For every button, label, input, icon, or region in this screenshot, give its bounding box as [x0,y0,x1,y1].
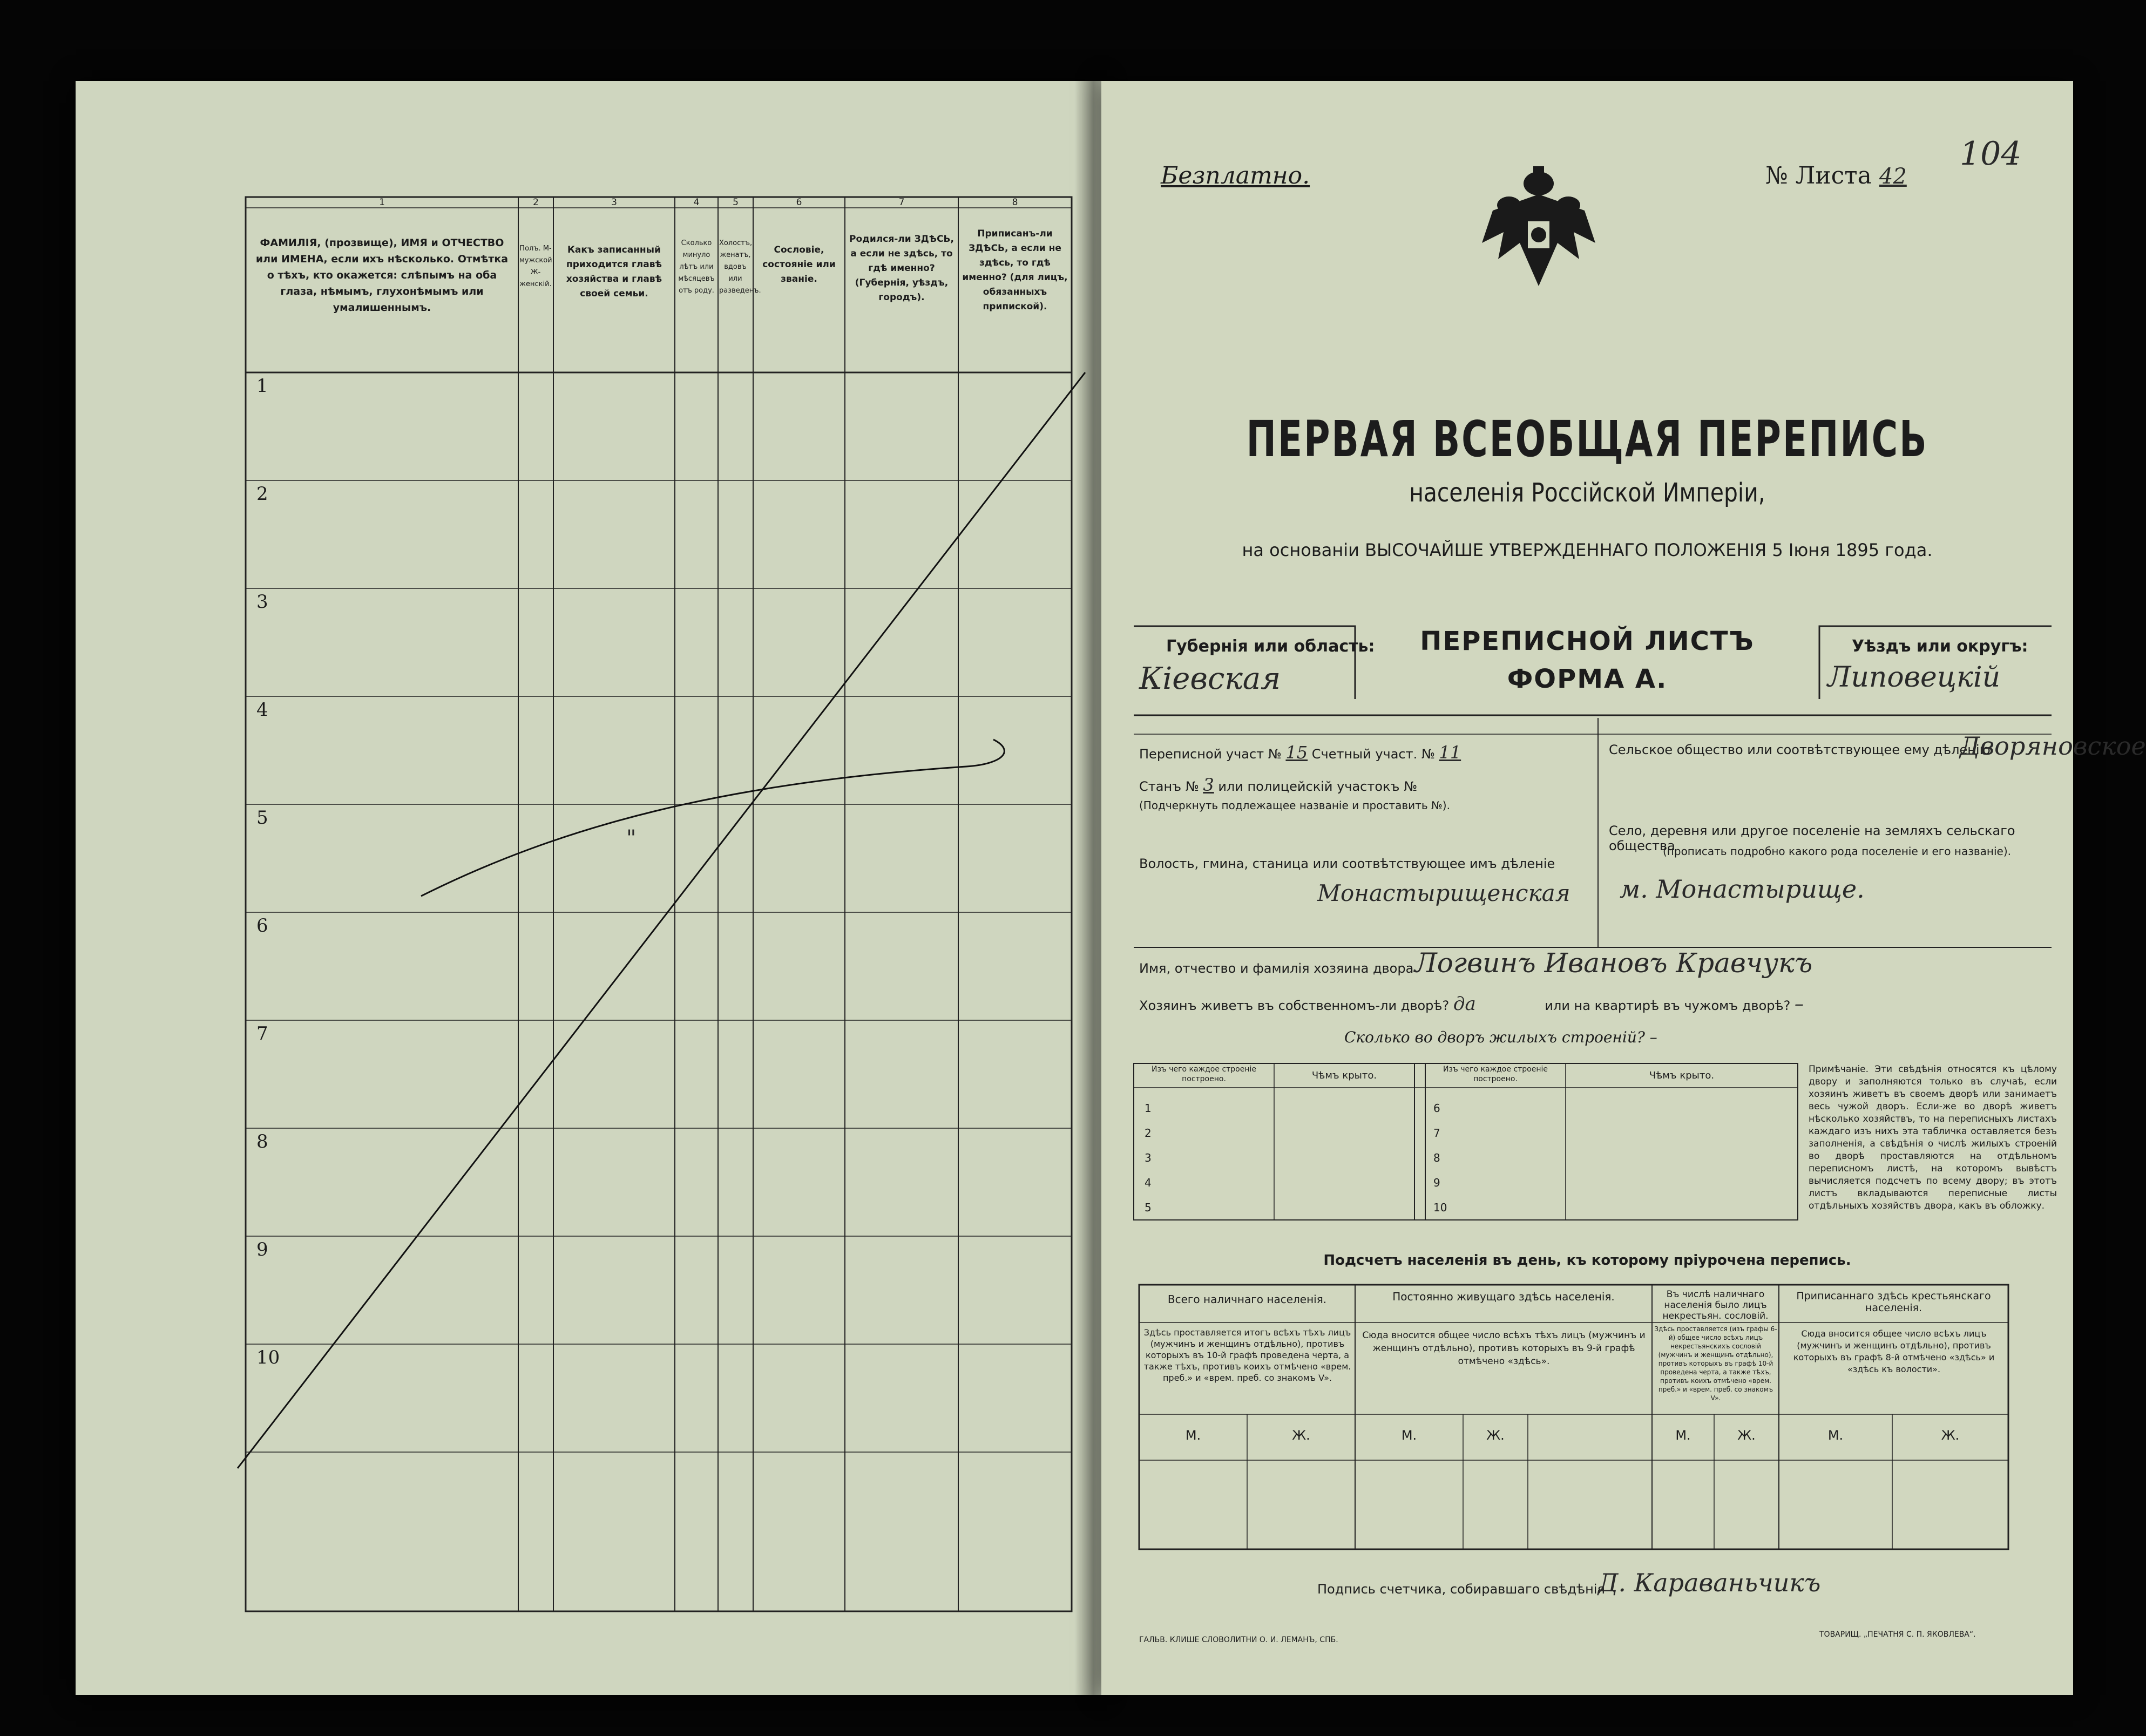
column-header-relation: Какъ записанный приходится главѣ хозяйства и главѣ своей семьи. [566,245,662,299]
row-number: 8 [256,1131,268,1152]
count-description: Здѣсь проставляется итогъ всѣхъ тѣхъ лицъ (мужчинъ и женщинъ отдѣльно), противъ которыхъ въ 10-й графѣ проведена черта, а также тѣхъ, противъ коихъ отмѣчено «врем. преб.» и «врем. преб. со знакомъ V». [1143,1327,1351,1383]
owner-value: Логвинъ Ивановъ Кравчукъ [1414,947,1813,979]
lives-own-value: да [1453,993,1476,1015]
district-label: Уѣздъ или округъ: [1852,637,2028,656]
column-header-age: Сколько минуло лѣтъ или мѣсяцевъ отъ роду. [678,239,715,295]
count-section-label: Счетный участ. № [1311,747,1435,762]
free-label: Безплатно. [1161,162,1310,189]
bld-row-number: 3 [1145,1151,1152,1164]
count-m-label: М. [1185,1428,1201,1443]
count-zh-label: Ж. [1941,1428,1960,1443]
column-header-registered: Приписанъ-ли ЗДѢСЬ, а если не здѣсь, то гдѣ именно? (для лицъ, обязанныхъ припиской). [962,228,1068,312]
sheet-title: ПЕРЕПИСНОЙ ЛИСТЪ [1420,626,1755,656]
bld-col2-header: Чѣмъ крыто. [1311,1070,1377,1081]
column-number: 8 [1012,197,1018,208]
society-value: Дворяновское [1960,731,2146,761]
right-page [1101,81,2146,1695]
census-section-field [1139,742,1461,763]
row-number: 6 [256,915,268,937]
bld-row-number: 5 [1145,1201,1152,1214]
lives-rent-value: – [1794,993,1804,1015]
count-m-label: М. [1675,1428,1691,1443]
column-number: 1 [379,197,385,208]
row-number: 7 [256,1023,268,1045]
form-title: ФОРМА А. [1507,664,1668,694]
right-page-lines [1101,81,2073,1695]
page-title: ПЕРВАЯ ВСЕОБЩАЯ ПЕРЕПИСЬ [1246,410,1928,468]
row-number: 4 [256,699,268,721]
bld-rows-right [1433,1096,1447,1220]
census-section-value: 15 [1285,742,1308,763]
lives-own-field [1139,993,1804,1015]
sheet-number-label-text: № Листа [1765,162,1872,189]
count-header: Постоянно живущаго здѣсь населенія. [1392,1290,1615,1303]
column-header-marital: Холостъ, женатъ, вдовъ или разведенъ. [719,239,761,295]
column-header-birthplace: Родился-ли ЗДѢСЬ, а если не здѣсь, то гдѣ именно? (Губернія, уѣздъ, городъ). [849,234,954,303]
count-header: Приписаннаго здѣсь крестьянскаго населенія. [1796,1290,1991,1314]
buildings-value: – [1649,1028,1657,1046]
row-number: 1 [256,375,268,397]
bld-rows-left [1145,1096,1152,1220]
count-header: Въ числѣ наличнаго населенія было лицъ некрестьян. сословій. [1662,1289,1769,1321]
census-section-label: Переписной участ № [1139,747,1282,762]
left-table-grid [76,81,1101,1695]
province-value: Кіевская [1139,661,1281,696]
column-header-name: ФАМИЛІЯ, (прозвище), ИМЯ и ОТЧЕСТВО или ИМЕНА, если ихъ нѣсколько. Отмѣтка о тѣхъ, кто окажется: слѣпымъ на оба глаза, нѣмымъ, глухонѣмымъ или умалишеннымъ. [255,237,509,314]
printer-right: ТОВАРИЩ. „ПЕЧАТНЯ С. П. ЯКОВЛЕВА“. [1819,1630,1976,1639]
stan-label: Станъ № [1139,779,1199,794]
bld-row-number: 6 [1433,1102,1440,1115]
bld-row-number: 4 [1145,1176,1152,1189]
row-number: 9 [256,1239,268,1260]
column-header-estate: Сословіе, состояніе или званіе. [762,245,836,284]
village-label: Село, деревня или другое поселеніе на земляхъ сельскаго общества [1609,823,2015,853]
bld-row-number: 8 [1433,1151,1440,1164]
row-number: 2 [256,483,268,505]
sheet-stamp-number: 104 [1960,135,2022,173]
legal-basis: на основаніи ВЫСОЧАЙШЕ УТВЕРЖДЕННАГО ПОЛОЖЕНІЯ 5 Іюня 1895 года. [1242,540,1933,560]
count-header: Всего наличнаго населенія. [1167,1293,1327,1306]
column-number: 4 [693,197,700,208]
stan-field [1139,775,1417,795]
buildings-label: Сколько во дворъ жилыхъ строеній? [1344,1028,1645,1046]
note-text: Примѣчаніе. Эти свѣдѣнія относятся къ цѣлому двору и заполняются только въ случаѣ, если хозяинъ живетъ въ своемъ дворѣ или занимаетъ весь чужой дворъ. Если-же во дворѣ живетъ нѣсколько хозяйствъ, то на переписныхъ листахъ каждаго изъ нихъ эта табличка оставляется безъ заполненія, а свѣдѣнія о числѣ жилыхъ строеній во дворѣ проставляются на отдѣльномъ переписномъ листѣ, на которомъ вывѣстъ вычисляется подсчетъ по всему двору; въ этотъ листъ вкладываются переписные листы отдѣльныхъ хозяйствъ двора, какъ въ обложку. [1809,1064,2057,1211]
count-section-value: 11 [1439,742,1461,763]
police-label: или полицейскій участокъ № [1218,779,1418,794]
bld-col4-header: Чѣмъ крыто. [1649,1070,1715,1081]
province-label: Губернія или область: [1166,637,1375,656]
row-number: 10 [256,1347,280,1368]
bld-row-number: 2 [1145,1127,1152,1140]
bld-row-number: 7 [1433,1127,1440,1140]
count-description: Здѣсь проставляется (изъ графы 6-й) общее число всѣхъ лицъ некрестьянскихъ сословій (мужчинъ и женщинъ отдѣльно), противъ которыхъ въ графѣ 10-й проведена черта, а также тѣхъ, противъ коихъ отмѣчено «врем. преб.» и «врем. преб. со знакомъ V». [1654,1325,1777,1402]
village-value: м. Монастырище. [1620,874,1865,904]
lives-rent-label: или на квартирѣ въ чужомъ дворѣ? [1545,998,1791,1013]
column-number: 2 [533,197,539,208]
stan-value: 3 [1203,775,1214,795]
bld-row-number: 1 [1145,1102,1152,1115]
owner-label: Имя, отчество и фамилія хозяина двора [1139,961,1414,976]
printer-left: ГАЛЬВ. КЛИШЕ СЛОВОЛИТНИ О. И. ЛЕМАНЪ, СПБ. [1139,1636,1338,1644]
column-number: 5 [733,197,739,208]
count-description: Сюда вносится общее число всѣхъ лицъ (мужчинъ и женщинъ отдѣльно), противъ которыхъ въ графѣ 8-й отмѣчено «здѣсь» и «здѣсь къ волости». [1793,1328,1995,1374]
bld-row-number: 10 [1433,1201,1447,1214]
row-number: 5 [256,807,268,829]
district-value: Липовецкій [1827,661,2001,694]
bld-row-number: 9 [1433,1176,1440,1189]
left-page [76,81,1101,1695]
bld-col3-header: Изъ чего каждое строеніе построено. [1443,1065,1548,1083]
column-header-sex: Полъ. М-мужской. Ж-женскій. [519,245,554,288]
ditto-mark: " [626,826,637,851]
village-note: (прописать подробно какого рода поселеніе и его названіе). [1663,845,2011,858]
count-zh-label: Ж. [1486,1428,1505,1443]
column-number: 6 [796,197,802,208]
bld-col1-header: Изъ чего каждое строеніе построено. [1151,1065,1257,1083]
row-number: 3 [256,591,268,613]
buildings-field [1344,1028,1657,1046]
count-zh-label: Ж. [1737,1428,1756,1443]
count-zh-label: Ж. [1292,1428,1310,1443]
column-number: 7 [898,197,905,208]
count-m-label: М. [1401,1428,1417,1443]
count-description: Сюда вносится общее число всѣхъ тѣхъ лицъ (мужчинъ и женщинъ отдѣльно), противъ которыхъ въ 9-й графѣ отмѣчено «здѣсь». [1362,1330,1646,1367]
count-m-label: М. [1827,1428,1844,1443]
column-number: 3 [611,197,617,208]
sheet-number-value: 42 [1879,164,1907,189]
signature-value: Д. Караваньчикъ [1598,1568,1821,1597]
page-subtitle: населенія Россійской Имперіи, [1409,478,1765,508]
volost-value: Монастырищенская [1317,880,1570,906]
count-title: Подсчетъ населенія въ день, къ которому пріурочена перепись. [1323,1252,1851,1269]
society-label: Сельское общество или соотвѣтствующее ему дѣленію [1609,742,1991,757]
volost-label: Волость, гмина, станица или соотвѣтствующее имъ дѣленіе [1139,856,1555,871]
signature-label: Подпись счетчика, собиравшаго свѣдѣнія [1317,1582,1605,1597]
lives-own-label: Хозяинъ живетъ въ собственномъ-ли дворѣ? [1139,998,1450,1013]
underline-note: (Подчеркнуть подлежащее названіе и проставить №). [1139,799,1450,812]
